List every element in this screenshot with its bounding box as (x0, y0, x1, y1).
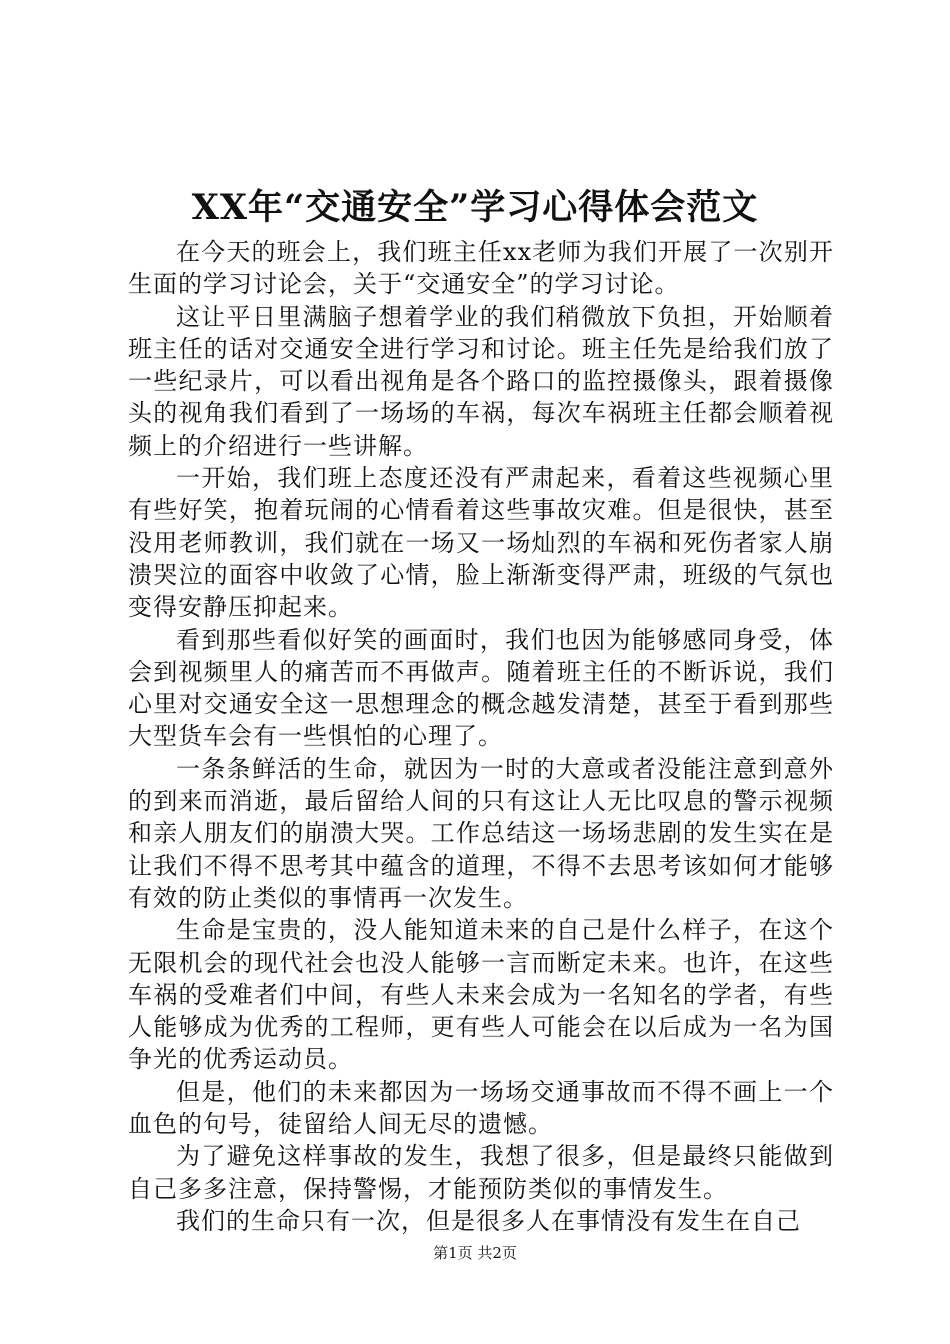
document-title: XX年“交通安全”学习心得体会范文 (191, 187, 759, 228)
paragraph: 生命是宝贵的，没人能知道未来的自己是什么样子，在这个无限机会的现代社会也没人能够一言而断定未来。也许，在这些车祸的受难者们中间，有些人未来会成为一名知名的学者，有些人能够成为优秀的工程师，更有些人可能会在以后成为一名为国争光的优秀运动员。 (128, 916, 834, 1074)
paragraph: 一开始，我们班上态度还没有严肃起来，看着这些视频心里有些好笑，抱着玩闹的心情看着这些事故灾难。但是很快，甚至没用老师教训，我们就在一场又一场灿烈的车祸和死伤者家人崩溃哭泣的面容中收敛了心情，脸上渐渐变得严肃，班级的气氛也变得安静压抑起来。 (128, 464, 834, 622)
paragraph: 看到那些看似好笑的画面时，我们也因为能够感同身受，体会到视频里人的痛苦而不再做声。随着班主任的不断诉说，我们心里对交通安全这一思想理念的概念越发清楚，甚至于看到那些大型货车会有一些惧怕的心理了。 (128, 625, 834, 751)
document-body (128, 236, 834, 1237)
paragraph: 为了避免这样事故的发生，我想了很多，但是最终只能做到自己多多注意，保持警惕，才能预防类似的事情发生。 (128, 1142, 834, 1203)
paragraph: 在今天的班会上，我们班主任xx老师为我们开展了一次别开生面的学习讨论会，关于“交通安全”的学习讨论。 (128, 238, 834, 299)
paragraph: 这让平日里满脑子想着学业的我们稍微放下负担，开始顺着班主任的话对交通安全进行学习和讨论。班主任先是给我们放了一些纪录片，可以看出视角是各个路口的监控摄像头，跟着摄像头的视角我们看到了一场场的车祸，每次车祸班主任都会顺着视频上的介绍进行一些讲解。 (128, 302, 834, 460)
paragraph: 一条条鲜活的生命，就因为一时的大意或者没能注意到意外的到来而消逝，最后留给人间的只有这让人无比叹息的警示视频和亲人朋友们的崩溃大哭。工作总结这一场场悲剧的发生实在是让我们不得不思考其中蕴含的道理，不得不去思考该如何才能够有效的防止类似的事情再一次发生。 (128, 754, 834, 912)
paragraph: 但是，他们的未来都因为一场场交通事故而不得不画上一个血色的句号，徒留给人间无尽的遗憾。 (128, 1077, 834, 1139)
page-number-footer: 第1页 共2页 (433, 1244, 517, 1262)
paragraph: 我们的生命只有一次，但是很多人在事情没有发生在自己 (176, 1206, 801, 1235)
